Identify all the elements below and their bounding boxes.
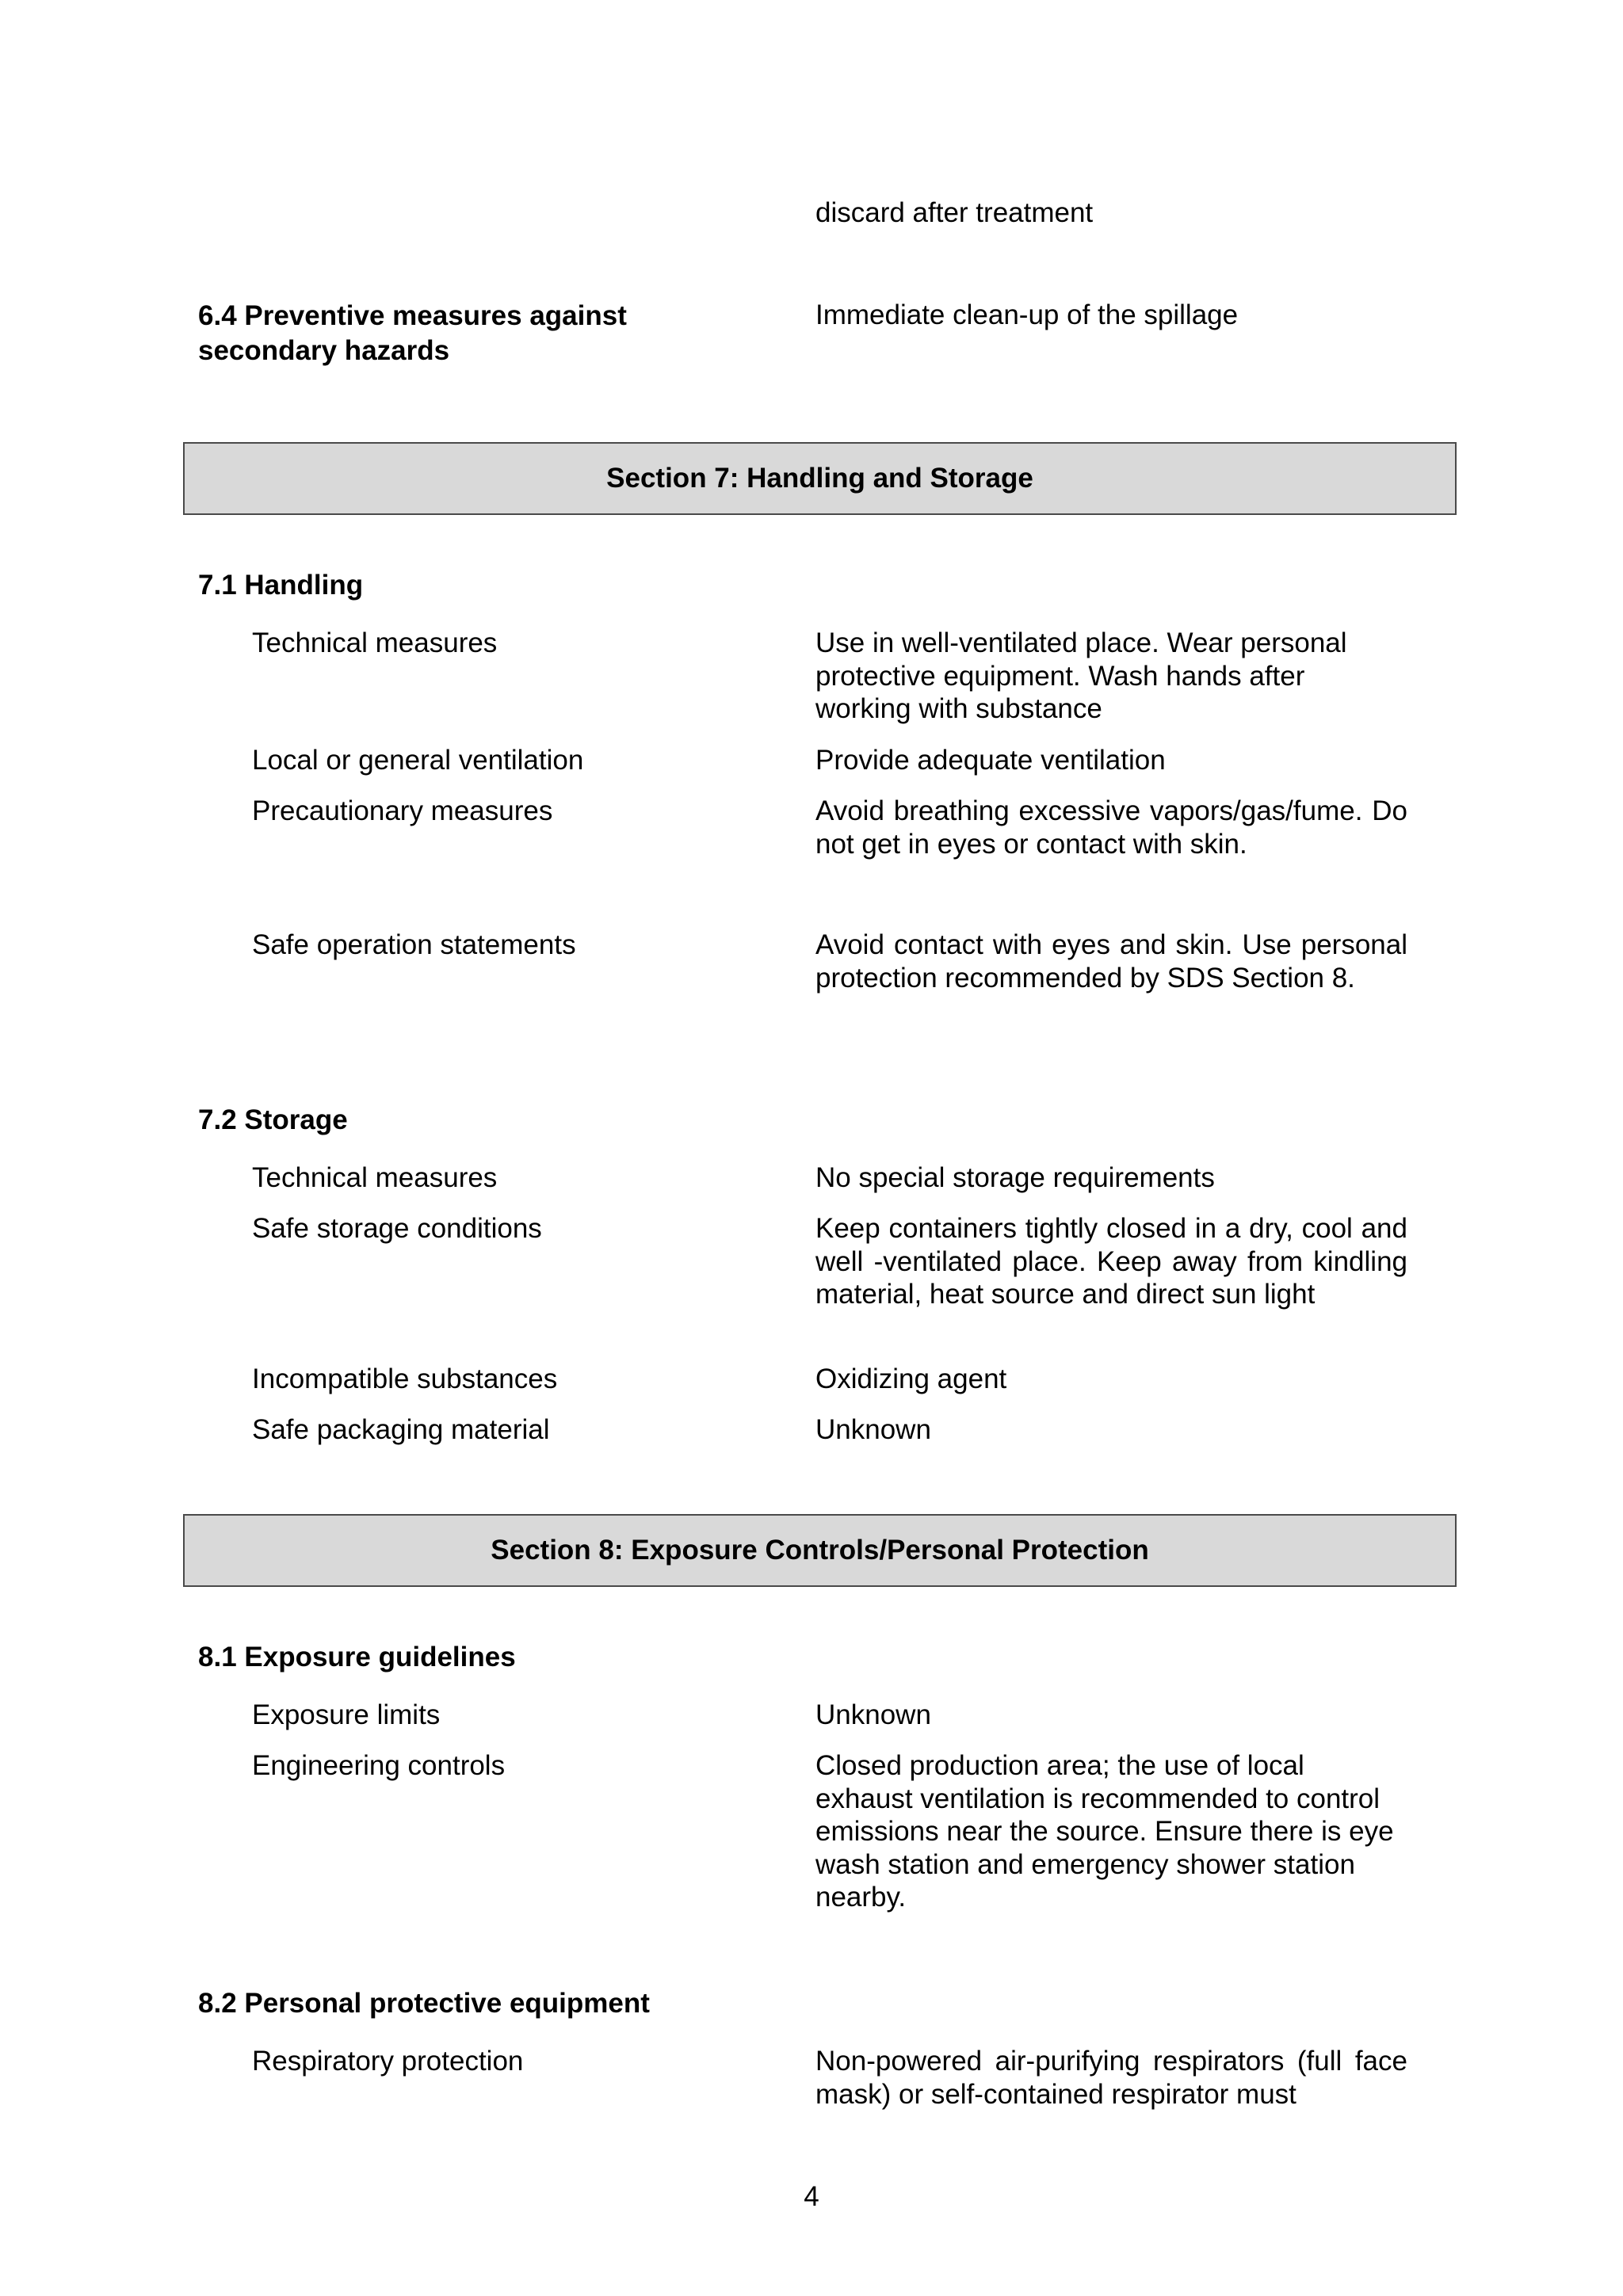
section-7-title: Section 7: Handling and Storage <box>606 463 1033 494</box>
exposure-value-limits: Unknown <box>815 1699 931 1730</box>
storage-value-conditions: Keep containers tightly closed in a dry, cool and well -ventilated place. Keep away from kindling material, heat source and direct sun light <box>815 1213 1407 1310</box>
ppe-label-respiratory: Respiratory protection <box>252 2046 524 2077</box>
section-7-header <box>183 442 1457 515</box>
exposure-guidelines-heading: 8.1 Exposure guidelines <box>198 1642 516 1672</box>
handling-value-safe-operation: Avoid contact with eyes and skin. Use personal protection recommended by SDS Section 8. <box>815 929 1407 994</box>
handling-label-precautionary: Precautionary measures <box>252 795 553 826</box>
storage-label-technical-measures: Technical measures <box>252 1162 498 1193</box>
section-8-title: Section 8: Exposure Controls/Personal Protection <box>491 1535 1149 1566</box>
handling-value-precautionary: Avoid breathing excessive vapors/gas/fume. Do not get in eyes or contact with skin. <box>815 795 1407 860</box>
storage-value-packaging: Unknown <box>815 1414 931 1445</box>
storage-label-conditions: Safe storage conditions <box>252 1213 542 1244</box>
handling-label-safe-operation: Safe operation statements <box>252 929 576 960</box>
exposure-label-limits: Exposure limits <box>252 1699 441 1730</box>
storage-label-incompatible: Incompatible substances <box>252 1363 558 1394</box>
handling-label-technical-measures: Technical measures <box>252 627 498 658</box>
storage-heading: 7.2 Storage <box>198 1104 348 1135</box>
discard-text: discard after treatment <box>815 197 1094 228</box>
preventive-measures-value: Immediate clean-up of the spillage <box>815 299 1239 330</box>
exposure-label-engineering: Engineering controls <box>252 1750 506 1781</box>
handling-label-ventilation: Local or general ventilation <box>252 745 584 776</box>
handling-value-ventilation: Provide adequate ventilation <box>815 745 1166 776</box>
handling-heading: 7.1 Handling <box>198 570 364 601</box>
ppe-value-respiratory: Non-powered air-purifying respirators (full face mask) or self-contained respirator must <box>815 2046 1407 2110</box>
exposure-value-engineering: Closed production area; the use of local exhaust ventilation is recommended to control emissions near the source. Ensure there is eye wash station and emergency shower station nearby. <box>815 1750 1394 1913</box>
section-8-header <box>183 1514 1457 1587</box>
storage-value-technical-measures: No special storage requirements <box>815 1162 1215 1193</box>
storage-value-incompatible: Oxidizing agent <box>815 1363 1007 1394</box>
preventive-measures-heading: 6.4 Preventive measures against secondary hazards <box>198 300 627 366</box>
page-number: 4 <box>804 2181 819 2212</box>
storage-label-packaging: Safe packaging material <box>252 1414 550 1445</box>
ppe-heading: 8.2 Personal protective equipment <box>198 1988 650 2019</box>
handling-value-technical-measures: Use in well-ventilated place. Wear personal protective equipment. Wash hands after working with substance <box>815 627 1347 724</box>
